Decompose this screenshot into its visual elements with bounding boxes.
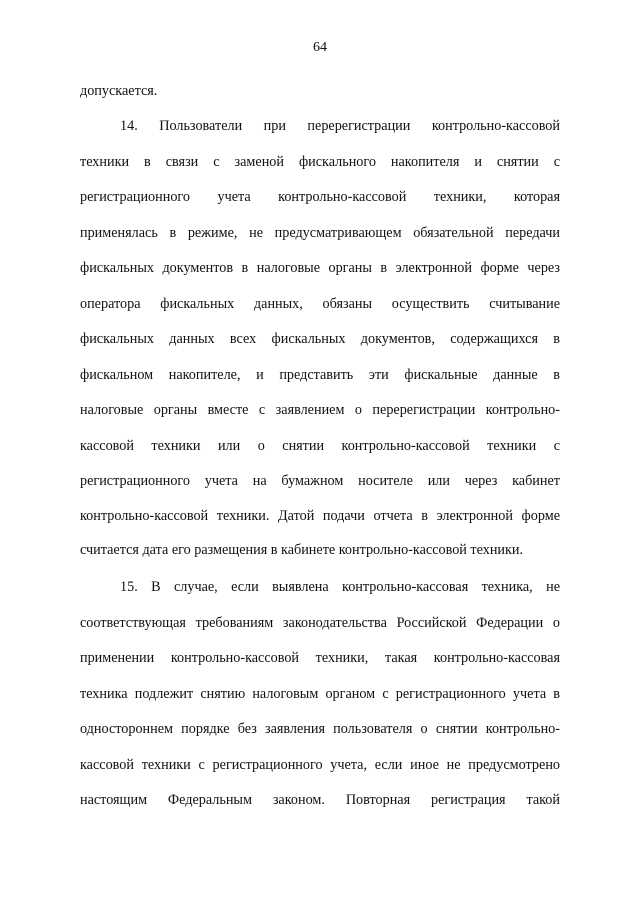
line-21: настоящим Федеральным законом. Повторная регистрация такой xyxy=(80,792,560,808)
line-1: допускается. xyxy=(80,83,158,99)
line-15: 15. В случае, если выявлена контрольно-кассовая техника, не xyxy=(120,579,560,595)
line-8: фискальных данных всех фискальных документов, содержащихся в xyxy=(80,331,560,347)
line-9: фискальном накопителе, и представить эти фискальные данные в xyxy=(80,367,560,383)
line-14: считается дата его размещения в кабинете контрольно-кассовой техники. xyxy=(80,542,524,558)
line-2: 14. Пользователи при перерегистрации контрольно-кассовой xyxy=(120,118,560,134)
line-10: налоговые органы вместе с заявлением о перерегистрации контрольно- xyxy=(80,402,560,418)
line-5: применялась в режиме, не предусматривающем обязательной передачи xyxy=(80,225,560,241)
line-7: оператора фискальных данных, обязаны осуществить считывание xyxy=(80,296,560,312)
line-20: кассовой техники с регистрационного учета, если иное не предусмотрено xyxy=(80,757,560,773)
line-19: одностороннем порядке без заявления пользователя о снятии контрольно- xyxy=(80,721,560,737)
line-13: контрольно-кассовой техники. Датой подачи отчета в электронной форме xyxy=(80,508,560,524)
line-18: техника подлежит снятию налоговым органом с регистрационного учета в xyxy=(80,686,560,702)
line-12: регистрационного учета на бумажном носителе или через кабинет xyxy=(80,473,560,489)
page-number: 64 xyxy=(313,40,327,55)
line-11: кассовой техники или о снятии контрольно-кассовой техники с xyxy=(80,438,560,454)
line-3: техники в связи с заменой фискального накопителя и снятии с xyxy=(80,154,560,170)
line-16: соответствующая требованиям законодательства Российской Федерации о xyxy=(80,615,560,631)
line-4: регистрационного учета контрольно-кассовой техники, которая xyxy=(80,189,560,205)
line-6: фискальных документов в налоговые органы в электронной форме через xyxy=(80,260,560,276)
line-17: применении контрольно-кассовой техники, такая контрольно-кассовая xyxy=(80,650,560,666)
